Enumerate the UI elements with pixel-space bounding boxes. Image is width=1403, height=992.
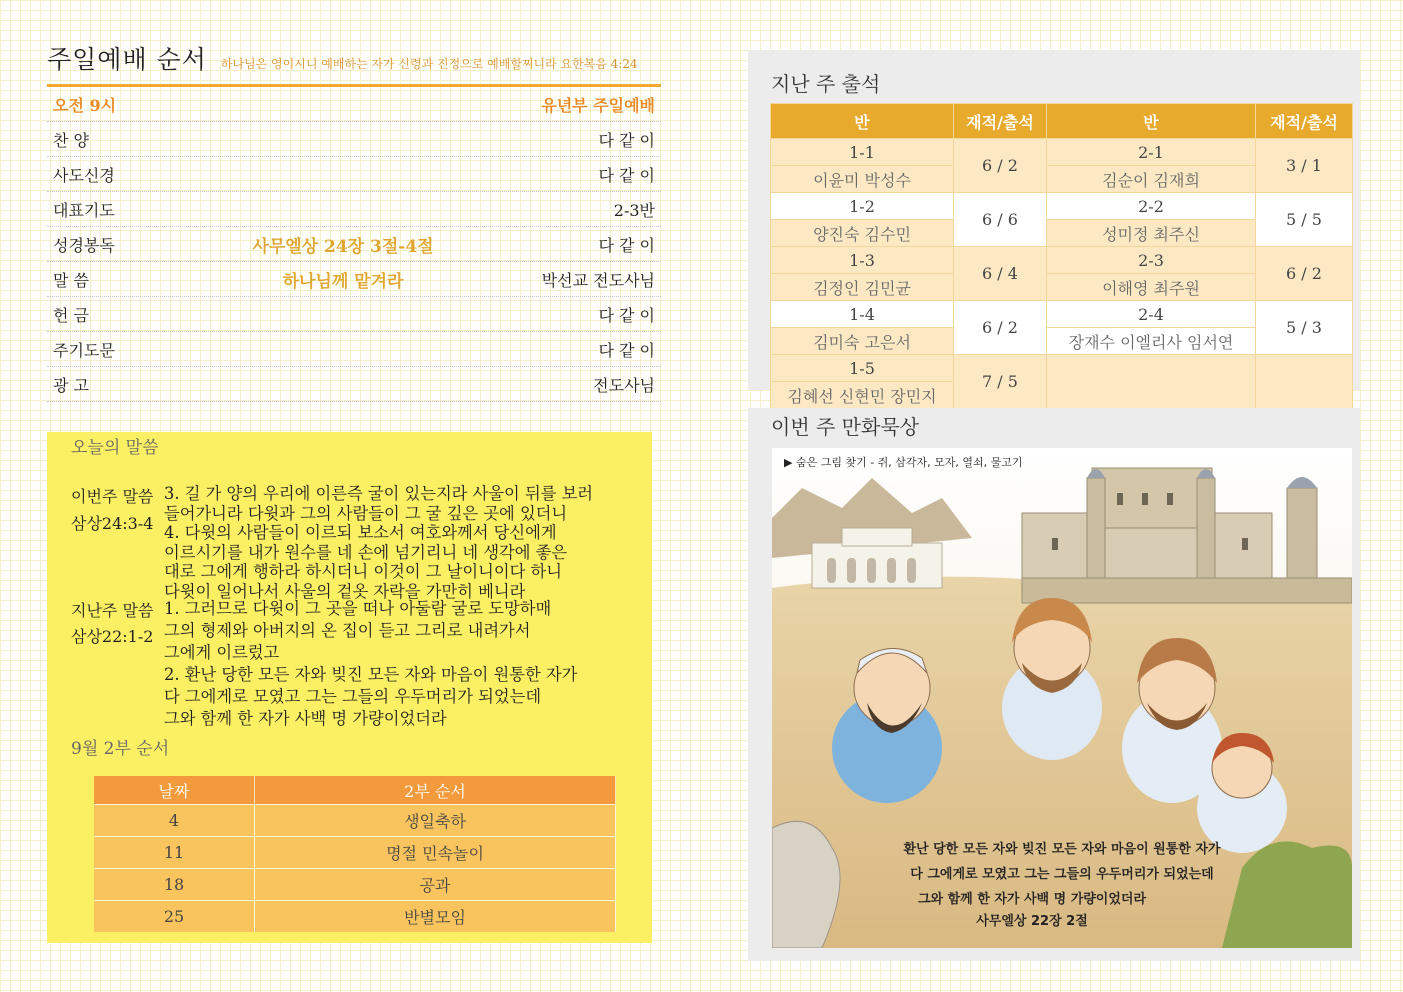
attendance-header-row bbox=[771, 104, 1353, 139]
verse-line: 그에게 이르렀고 bbox=[164, 643, 280, 662]
schedule-header-program: 2부 순서 bbox=[255, 776, 616, 805]
worship-order-section bbox=[47, 40, 661, 402]
attendance-header-class: 반 bbox=[771, 104, 954, 139]
worship-row bbox=[47, 157, 661, 192]
class-number: 2-3 bbox=[1047, 247, 1256, 274]
class-teachers: 김정인 김민균 bbox=[771, 274, 954, 301]
class-attendance: 5 / 3 bbox=[1256, 301, 1353, 355]
class-attendance: 7 / 5 bbox=[954, 355, 1047, 409]
schedule-date: 25 bbox=[94, 901, 255, 933]
class-attendance: 6 / 4 bbox=[954, 247, 1047, 301]
worship-item-label: 광 고 bbox=[53, 375, 89, 395]
class-teachers: 성미정 최주신 bbox=[1047, 220, 1256, 247]
comic-illustration bbox=[772, 448, 1352, 948]
comic-text-line: 환난 당한 모든 자와 빚진 모든 자와 마음이 원통한 자가 bbox=[903, 842, 1221, 857]
this-week-verse-text bbox=[164, 484, 593, 601]
schedule-row bbox=[94, 805, 616, 837]
empty-cell bbox=[1256, 355, 1353, 409]
schedule-date: 4 bbox=[94, 805, 255, 837]
attendance-class-row bbox=[771, 247, 1353, 274]
comic-top-caption: ▶ 숨은 그림 찾기 - 쥐, 삼각자, 모자, 열쇠, 물고기 bbox=[784, 456, 1023, 469]
verse-line: 4. 다윗의 사람들이 이르되 보소서 여호와께서 당신에게 bbox=[164, 523, 557, 542]
this-week-label: 이번주 말씀 bbox=[71, 487, 154, 506]
schedule-row bbox=[94, 869, 616, 901]
comic-section bbox=[748, 408, 1360, 961]
schedule-table bbox=[94, 776, 616, 932]
worship-verse: 하나님은 영이시니 예배하는 자가 신령과 진정으로 예배할찌니라 요한복음 4:24 bbox=[220, 57, 638, 71]
class-number: 1-5 bbox=[771, 355, 954, 382]
worship-item-leader: 다 같 이 bbox=[598, 130, 655, 150]
last-week-verse-text bbox=[164, 598, 577, 730]
class-number: 2-1 bbox=[1047, 139, 1256, 166]
last-week-label: 지난주 말씀 bbox=[71, 601, 154, 620]
worship-item-leader: 다 같 이 bbox=[598, 305, 655, 325]
worship-item-leader: 다 같 이 bbox=[598, 340, 655, 360]
class-teachers: 이해영 최주원 bbox=[1047, 274, 1256, 301]
worship-row bbox=[47, 297, 661, 332]
verse-line: 그의 형제와 아버지의 온 집이 듣고 그리로 내려가서 bbox=[164, 621, 531, 640]
schedule-program: 반별모임 bbox=[255, 901, 616, 933]
this-week-reference: 삼상24:3-4 bbox=[71, 514, 154, 533]
worship-item-leader: 2-3반 bbox=[613, 200, 655, 220]
comic-text-line: 그와 함께 한 자가 사백 명 가량이었더라 bbox=[917, 892, 1147, 907]
verse-line: 3. 길 가 양의 우리에 이른즉 굴이 있는지라 사울이 뒤를 보러 bbox=[164, 484, 594, 503]
schedule-program: 명절 민속놀이 bbox=[255, 837, 616, 869]
class-attendance: 6 / 2 bbox=[1256, 247, 1353, 301]
comic-text-line: 사무엘상 22장 2절 bbox=[976, 914, 1088, 929]
class-number: 1-2 bbox=[771, 193, 954, 220]
worship-row bbox=[47, 332, 661, 367]
worship-row bbox=[47, 262, 661, 297]
comic-artwork bbox=[772, 448, 1352, 948]
worship-item-detail: 하나님께 맡겨라 bbox=[282, 271, 404, 292]
verse-line: 다 그에게로 모였고 그는 그들의 우두머리가 되었는데 bbox=[164, 687, 542, 706]
class-attendance: 6 / 2 bbox=[954, 301, 1047, 355]
schedule-program: 공과 bbox=[255, 869, 616, 901]
verse-line: 대로 그에게 행하라 하시더니 이것이 그 날이니이다 하니 bbox=[164, 562, 562, 581]
class-number: 1-3 bbox=[771, 247, 954, 274]
worship-row bbox=[47, 367, 661, 402]
class-attendance: 5 / 5 bbox=[1256, 193, 1353, 247]
class-teachers: 이윤미 박성수 bbox=[771, 166, 954, 193]
attendance-header-ratio: 재적/출석 bbox=[1256, 104, 1353, 139]
schedule-row bbox=[94, 901, 616, 933]
verse-line: 다윗이 일어나서 사울의 겉옷 자락을 가만히 베니라 bbox=[164, 581, 526, 601]
class-number: 1-1 bbox=[771, 139, 954, 166]
worship-row bbox=[47, 122, 661, 157]
worship-item-leader: 다 같 이 bbox=[598, 235, 655, 255]
class-attendance: 6 / 2 bbox=[954, 139, 1047, 193]
attendance-title: 지난 주 출석 bbox=[771, 72, 881, 96]
worship-item-leader: 박선교 전도사님 bbox=[541, 270, 655, 290]
schedule-row bbox=[94, 837, 616, 869]
figure-center-icon bbox=[1002, 598, 1102, 760]
class-teachers: 양진숙 김수민 bbox=[771, 220, 954, 247]
attendance-header-ratio: 재적/출석 bbox=[954, 104, 1047, 139]
class-attendance: 3 / 1 bbox=[1256, 139, 1353, 193]
worship-item-leader: 다 같 이 bbox=[598, 165, 655, 185]
worship-item-leader: 유년부 주일예배 bbox=[541, 95, 655, 115]
class-number: 2-4 bbox=[1047, 301, 1256, 328]
class-teachers: 김혜선 신현민 장민지 bbox=[771, 382, 954, 409]
class-teachers: 장재수 이엘리사 임서연 bbox=[1047, 328, 1256, 355]
worship-row bbox=[47, 87, 661, 122]
attendance-header-class: 반 bbox=[1047, 104, 1256, 139]
worship-item-detail: 사무엘상 24장 3절-4절 bbox=[252, 236, 434, 257]
todays-word-section bbox=[47, 432, 652, 943]
worship-row bbox=[47, 192, 661, 227]
worship-item-label: 사도신경 bbox=[53, 165, 115, 185]
worship-order-list bbox=[47, 87, 661, 402]
worship-item-label: 대표기도 bbox=[53, 200, 115, 220]
schedule-title: 9월 2부 순서 bbox=[71, 739, 170, 759]
comic-title: 이번 주 만화묵상 bbox=[771, 415, 919, 439]
verse-line: 들어가니라 다윗과 그의 사람들이 그 굴 깊은 곳에 있더니 bbox=[164, 503, 568, 523]
worship-item-label: 오전 9시 bbox=[53, 95, 117, 115]
verse-line: 1. 그러므로 다윗이 그 곳을 떠나 아둘람 굴로 도망하매 bbox=[164, 599, 552, 618]
schedule-program: 생일축하 bbox=[255, 805, 616, 837]
comic-text-line: 다 그에게로 모였고 그는 그들의 우두머리가 되었는데 bbox=[910, 867, 1214, 882]
attendance-class-row bbox=[771, 139, 1353, 166]
attendance-table bbox=[770, 103, 1353, 409]
worship-row bbox=[47, 227, 661, 262]
class-teachers: 김순이 김재희 bbox=[1047, 166, 1256, 193]
class-number: 1-4 bbox=[771, 301, 954, 328]
class-attendance: 6 / 6 bbox=[954, 193, 1047, 247]
empty-cell bbox=[1047, 355, 1256, 409]
class-number: 2-2 bbox=[1047, 193, 1256, 220]
attendance-section bbox=[748, 50, 1360, 406]
schedule-header-date: 날짜 bbox=[94, 776, 255, 805]
worship-item-label: 찬 양 bbox=[53, 130, 89, 150]
class-teachers: 김미숙 고은서 bbox=[771, 328, 954, 355]
worship-item-leader: 전도사님 bbox=[593, 375, 655, 395]
worship-item-label: 성경봉독 bbox=[53, 235, 115, 255]
schedule-date: 11 bbox=[94, 837, 255, 869]
worship-title: 주일예배 순서 bbox=[47, 45, 207, 74]
worship-item-label: 헌 금 bbox=[53, 305, 89, 325]
attendance-class-row bbox=[771, 355, 1353, 382]
verse-line: 2. 환난 당한 모든 자와 빚진 모든 자와 마음이 원통한 자가 bbox=[164, 665, 578, 684]
worship-header bbox=[47, 40, 661, 87]
verse-line: 그와 함께 한 자가 사백 명 가량이었더라 bbox=[164, 709, 447, 728]
attendance-class-row bbox=[771, 301, 1353, 328]
schedule-header-row bbox=[94, 776, 616, 805]
worship-item-label: 말 씀 bbox=[53, 270, 89, 290]
verse-line: 이르시기를 내가 원수를 네 손에 넘기리니 네 생각에 좋은 bbox=[164, 542, 568, 562]
todays-word-title: 오늘의 말씀 bbox=[71, 438, 159, 458]
attendance-class-row bbox=[771, 193, 1353, 220]
worship-item-label: 주기도문 bbox=[53, 340, 115, 360]
schedule-date: 18 bbox=[94, 869, 255, 901]
last-week-reference: 삼상22:1-2 bbox=[71, 627, 154, 646]
